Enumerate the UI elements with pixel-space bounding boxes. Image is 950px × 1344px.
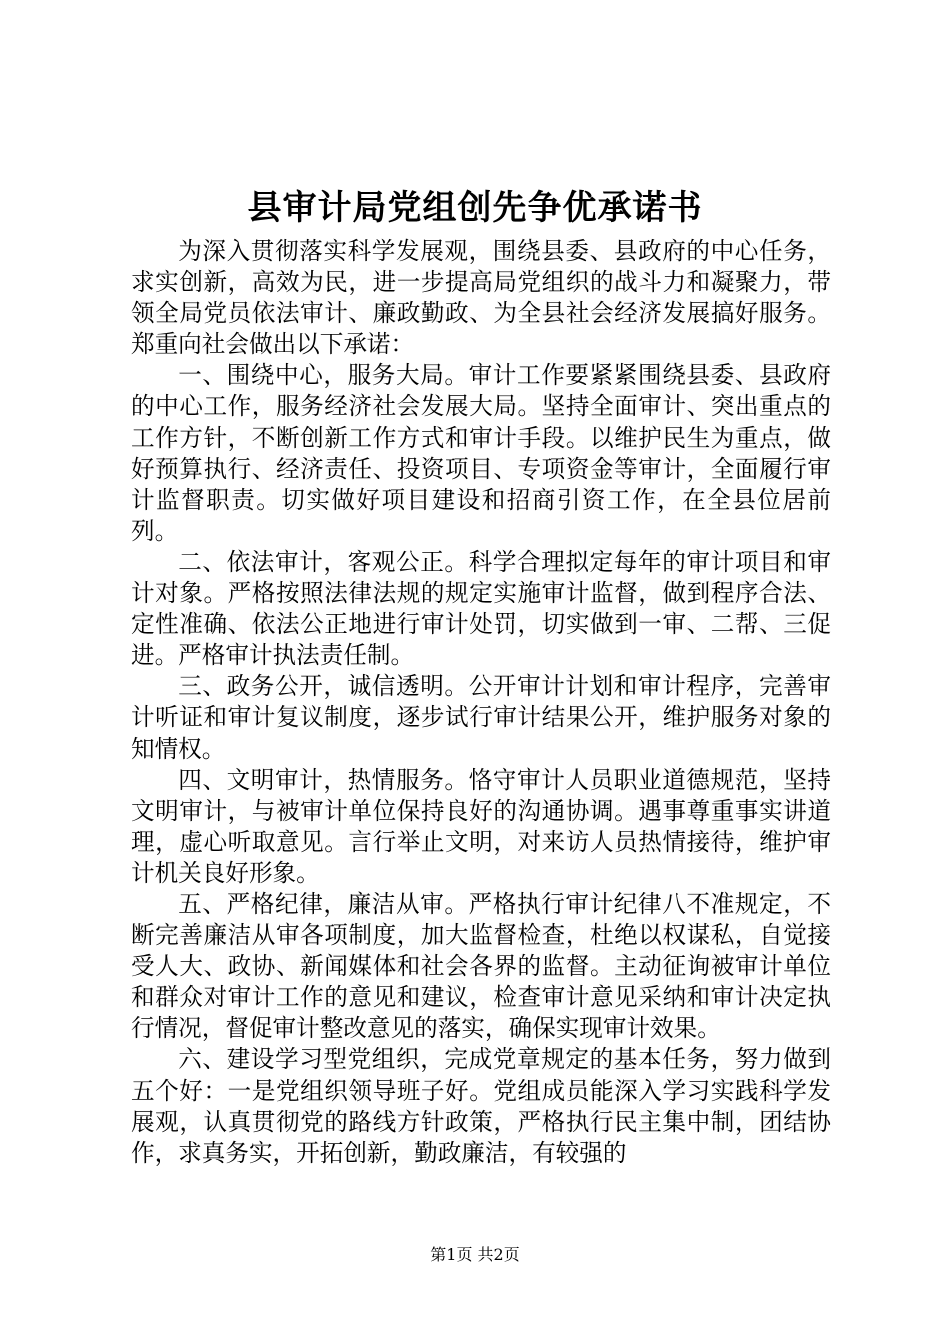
document-body <box>131 236 831 1169</box>
page-number-footer: 第1页 共2页 <box>430 1245 520 1264</box>
commitment-paragraph-5: 五、严格纪律，廉洁从审。严格执行审计纪律八不准规定，不断完善廉洁从审各项制度，加大监督检查，杜绝以权谋私，自觉接受人大、政协、新闻媒体和社会各界的监督。主动征询被审计单位和群众对审计工作的意见和建议，检查审计意见采纳和审计决定执行情况，督促审计整改意见的落实，确保实现审计效果。 <box>131 889 831 1043</box>
commitment-paragraph-3: 三、政务公开，诚信透明。公开审计计划和审计程序，完善审计听证和审计复议制度，逐步试行审计结果公开，维护服务对象的知情权。 <box>131 672 831 763</box>
commitment-paragraph-4: 四、文明审计，热情服务。恪守审计人员职业道德规范，坚持文明审计，与被审计单位保持良好的沟通协调。遇事尊重事实讲道理，虚心听取意见。言行举止文明，对来访人员热情接待，维护审计机关良好形象。 <box>131 765 831 887</box>
commitment-paragraph-6: 六、建设学习型党组织，完成党章规定的基本任务，努力做到五个好：一是党组织领导班子好。党组成员能深入学习实践科学发展观，认真贯彻党的路线方针政策，严格执行民主集中制，团结协作，求真务实，开拓创新，勤政廉洁，有较强的 <box>131 1045 831 1167</box>
commitment-paragraph-1: 一、围绕中心，服务大局。审计工作要紧紧围绕县委、县政府的中心工作，服务经济社会发展大局。坚持全面审计、突出重点的工作方针，不断创新工作方式和审计手段。以维护民生为重点，做好预算执行、经济责任、投资项目、专项资金等审计，全面履行审计监督职责。切实做好项目建设和招商引资工作，在全县位居前列。 <box>131 361 831 545</box>
commitment-paragraph-2: 二、依法审计，客观公正。科学合理拟定每年的审计项目和审计对象。严格按照法律法规的规定实施审计监督，做到程序合法、定性准确、依法公正地进行审计处罚，切实做到一审、二帮、三促进。严格审计执法责任制。 <box>131 547 831 670</box>
document-title: 县审计局党组创先争优承诺书 <box>247 188 703 228</box>
intro-paragraph: 为深入贯彻落实科学发展观，围绕县委、县政府的中心任务，求实创新，高效为民，进一步提高局党组织的战斗力和凝聚力，带领全局党员依法审计、廉政勤政、为全县社会经济发展搞好服务。郑重向社会做出以下承诺： <box>131 237 831 359</box>
